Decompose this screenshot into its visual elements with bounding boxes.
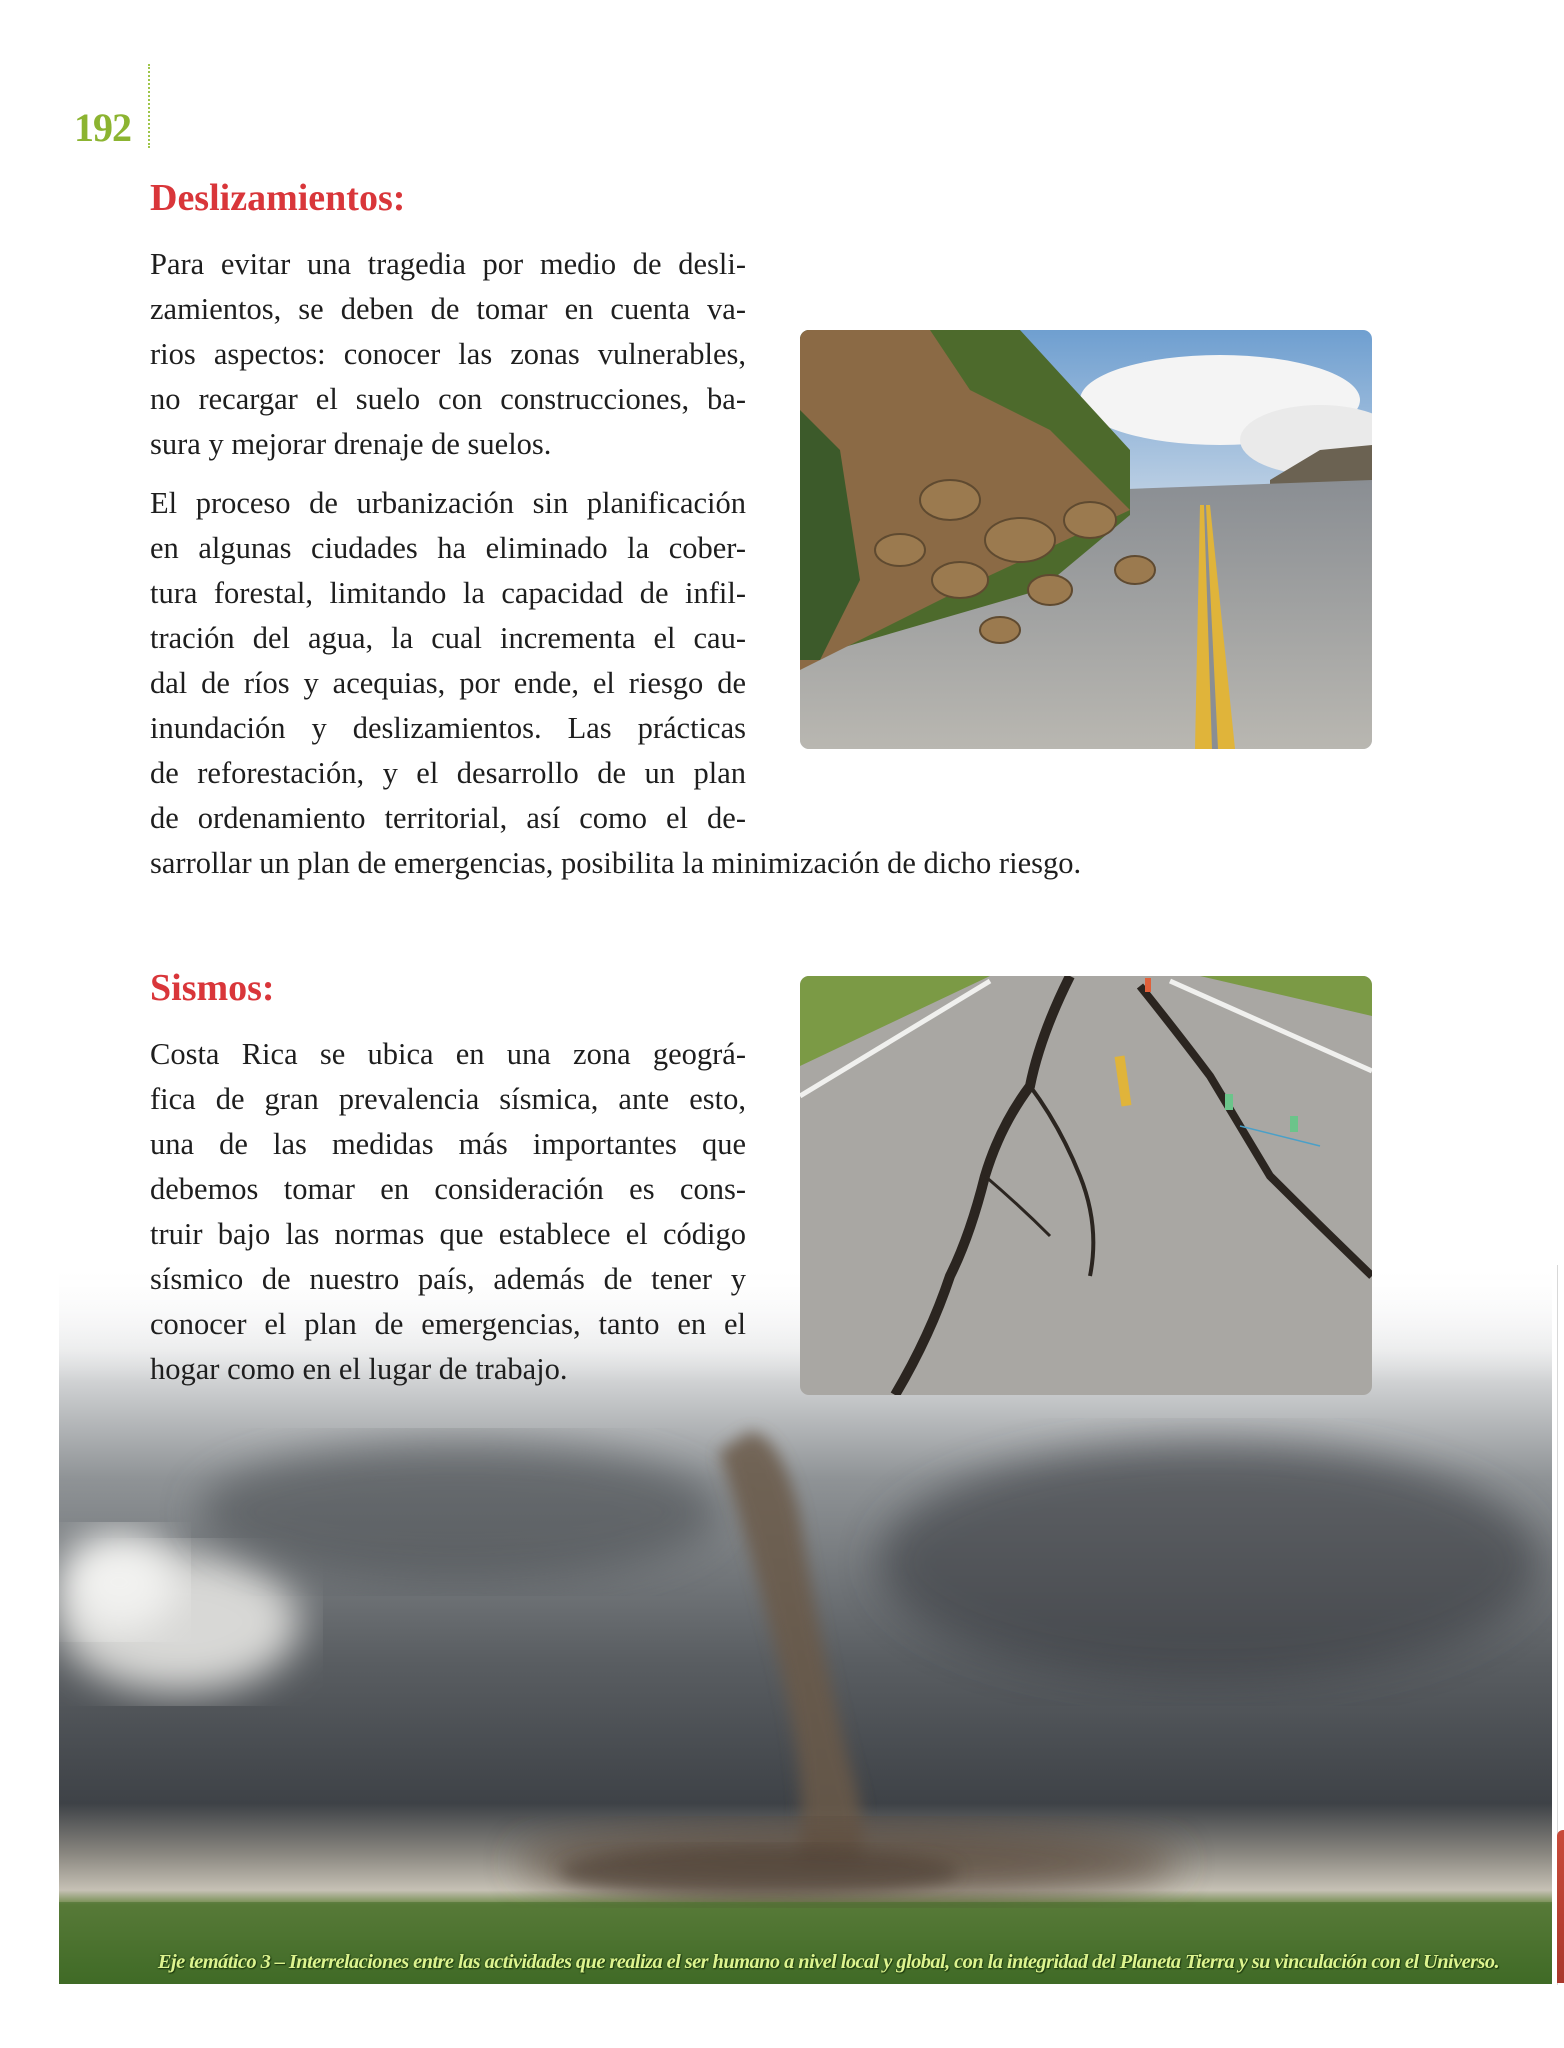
cracked-road-photo [800, 976, 1372, 1395]
section-heading-deslizamientos: Deslizamientos: [150, 177, 406, 219]
text-line: Costa Rica se ubica en una zona geográ- [150, 1037, 746, 1071]
section-heading-sismos: Sismos: [150, 967, 275, 1009]
text-line: de reforestación, y el desarrollo de un plan [150, 756, 746, 790]
text-line: hogar como en el lugar de trabajo. [150, 1352, 568, 1386]
text-line: de ordenamiento territorial, así como el de- [150, 801, 746, 835]
page-edge-tab [1557, 1830, 1564, 1983]
text-line: conocer el plan de emergencias, tanto en el [150, 1307, 746, 1341]
deslizamientos-paragraph-1 [150, 242, 746, 467]
footer-thematic-axis-text: Eje temático 3 – Interrelaciones entre las actividades que realiza el ser humano a nivel local y global, con la integridad del Planeta Tierra y su vinculación con el Universo. [157, 1951, 1500, 1973]
text-line: inundación y deslizamientos. Las prácticas [150, 711, 746, 745]
text-line: rios aspectos: conocer las zonas vulnerables, [150, 337, 746, 371]
text-line: El proceso de urbanización sin planificación [150, 486, 746, 520]
text-line: tura forestal, limitando la capacidad de infil- [150, 576, 746, 610]
text-line: sura y mejorar drenaje de suelos. [150, 427, 552, 461]
page-number-divider [148, 64, 150, 148]
page-number: 192 [74, 105, 131, 150]
text-line: tración del agua, la cual incrementa el cau- [150, 621, 746, 655]
text-line: sarrollar un plan de emergencias, posibilita la minimización de dicho riesgo. [150, 846, 1082, 880]
landslide-road-photo [800, 330, 1372, 749]
text-line: dal de ríos y acequias, por ende, el riesgo de [150, 666, 746, 700]
text-line: sísmico de nuestro país, además de tener y [150, 1262, 746, 1296]
text-line: en algunas ciudades ha eliminado la cober- [150, 531, 746, 565]
text-line: zamientos, se deben de tomar en cuenta va- [150, 292, 746, 326]
text-line: debemos tomar en consideración es cons- [150, 1172, 746, 1206]
deslizamientos-paragraph-2 [150, 481, 1082, 886]
text-line: no recargar el suelo con construcciones, ba- [150, 382, 746, 416]
text-line: una de las medidas más importantes que [150, 1127, 746, 1161]
text-line: truir bajo las normas que establece el código [150, 1217, 746, 1251]
sismos-paragraph [150, 1032, 746, 1392]
text-line: Para evitar una tragedia por medio de desli- [150, 247, 746, 281]
text-line: fica de gran prevalencia sísmica, ante esto, [150, 1082, 746, 1116]
